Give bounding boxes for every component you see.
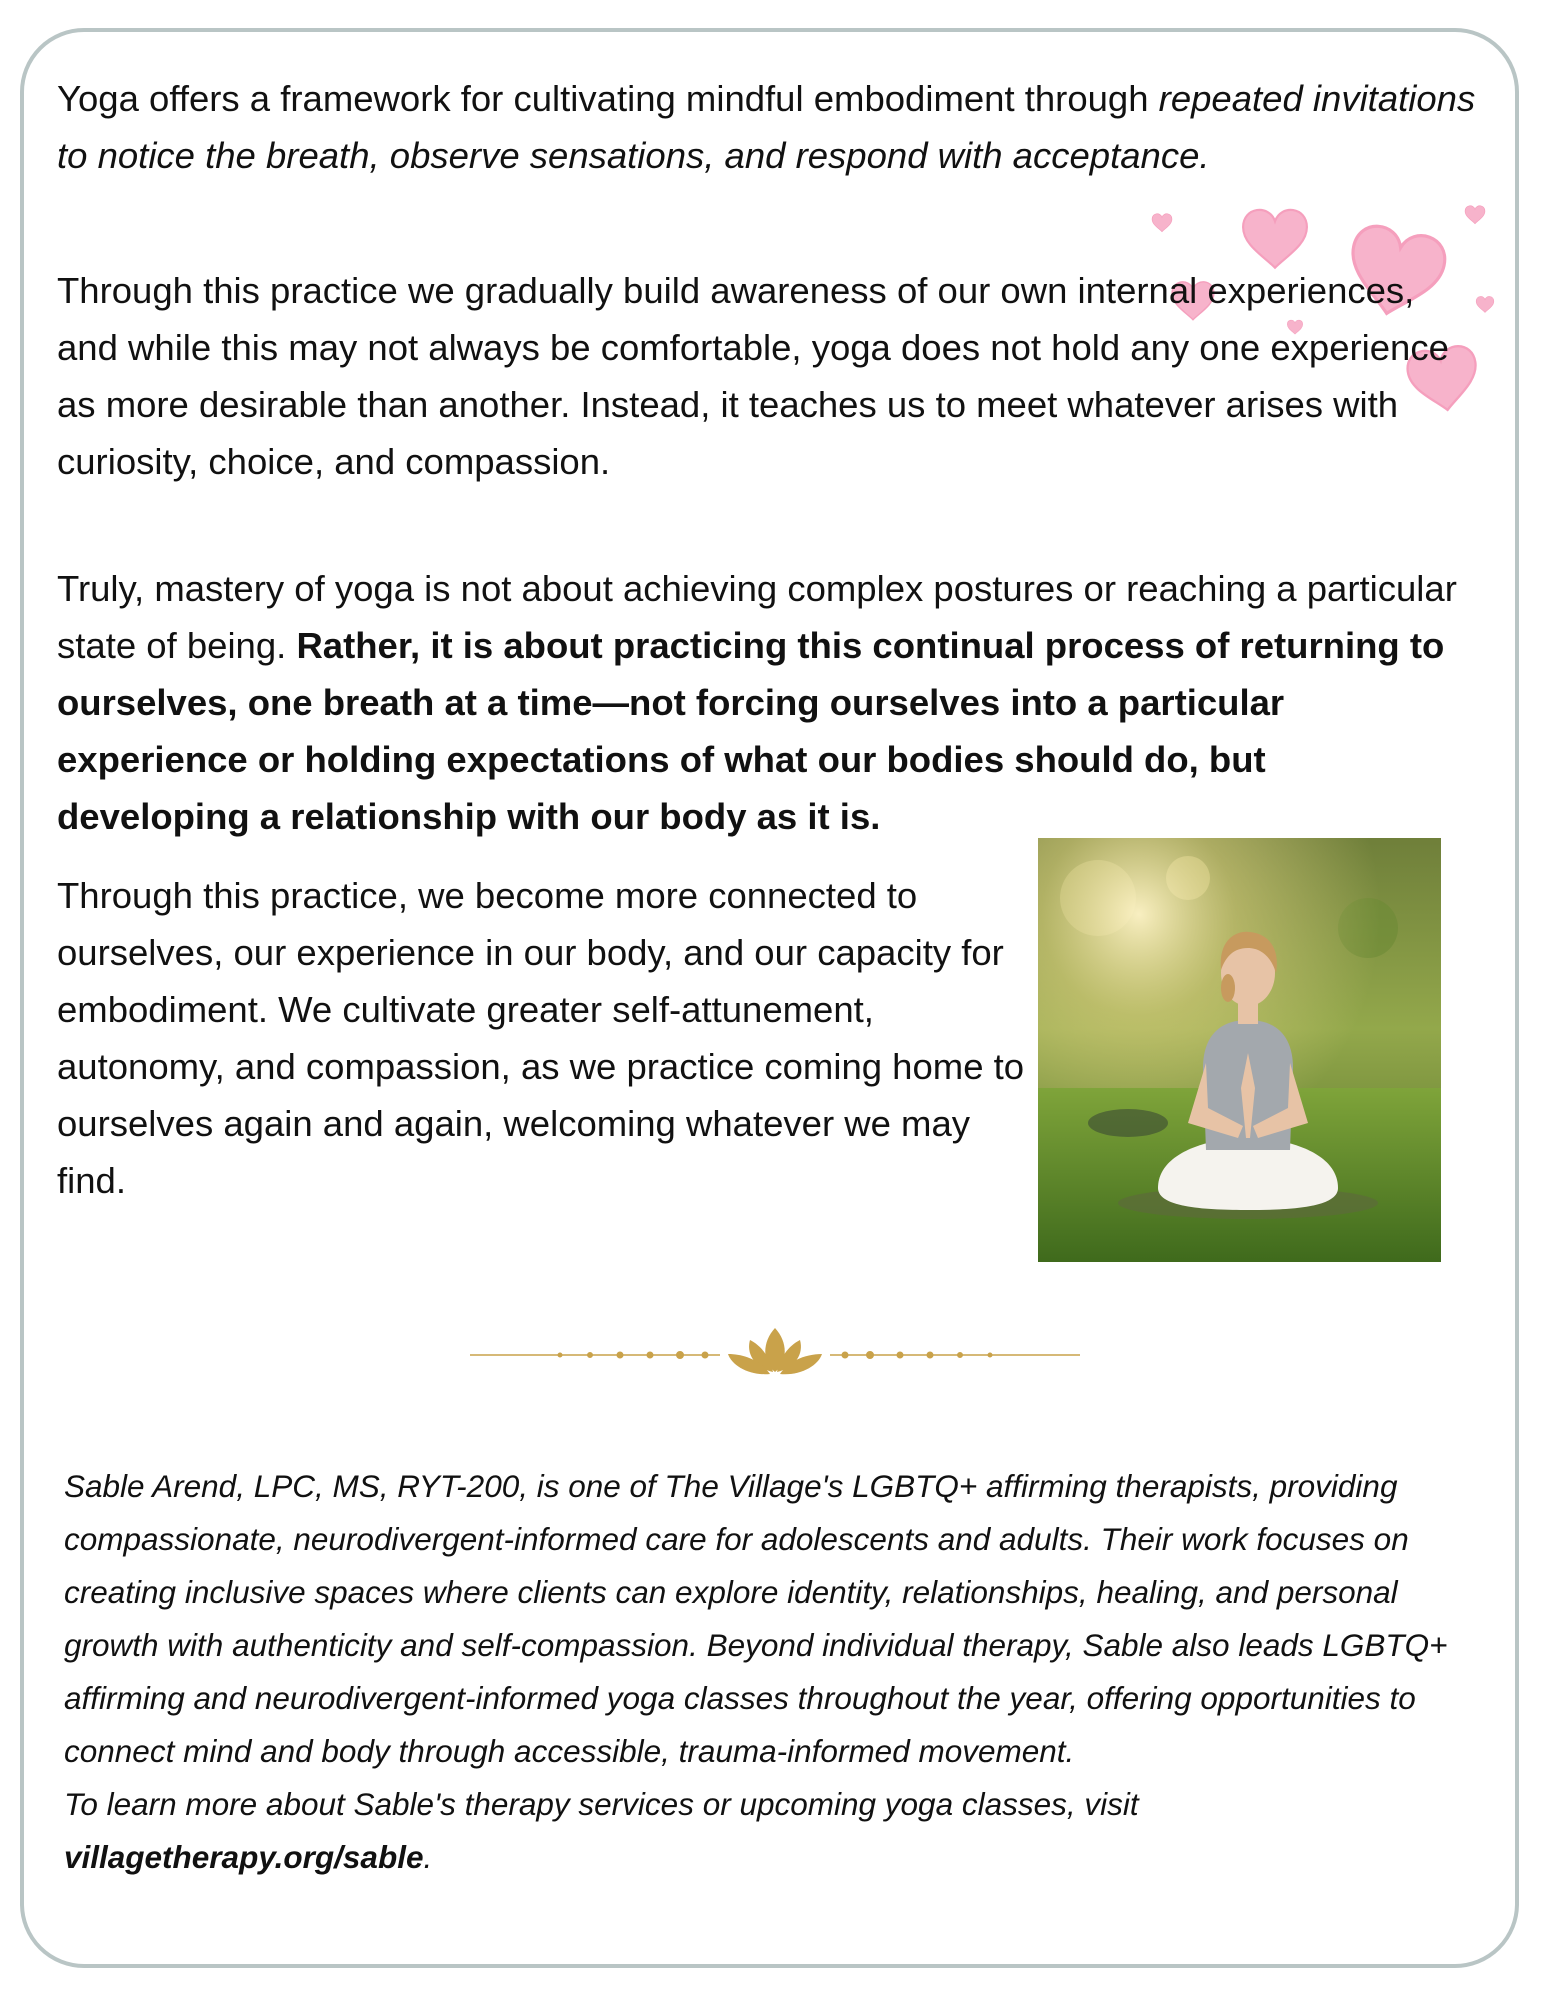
- intro-paragraph: [57, 70, 1477, 184]
- intro-text: Yoga offers a framework for cultivating mindful embodiment through: [57, 78, 1159, 119]
- mastery-text: Truly, mastery of yoga is not about achieving complex postures or reaching a particular state of being.: [57, 568, 1457, 666]
- bio-text: Sable Arend, LPC, MS, RYT-200, is one of The Village's LGBTQ+ affirming therapists, providing compassionate, neurodivergent-informed care for adolescents and adults. Their work focuses on creating inclusive spaces where clients can explore identity, relationships, healing, and personal growth with authenticity and self-compassion. Beyond individual therapy, Sable also leads LGBTQ+ affirming and neurodivergent-informed yoga classes throughout the year, offering opportunities to connect mind and body through accessible, trauma-informed movement.: [64, 1468, 1448, 1769]
- bio-period: .: [423, 1839, 433, 1875]
- intro-italic-text: repeated invitations to notice the breath, observe sensations, and respond with acceptance.: [57, 78, 1476, 176]
- meditating-woman-photo: [1038, 838, 1441, 1262]
- website-link[interactable]: villagetherapy.org/sable: [64, 1839, 424, 1875]
- mastery-paragraph: [57, 560, 1467, 845]
- mastery-bold-text: Rather, it is about practicing this continual process of returning to ourselves, one breath at a time—not forcing ourselves into a particular experience or holding expectations of what our bodies should do, but developing a relationship with our body as it is.: [57, 625, 1445, 837]
- author-bio: [64, 1460, 1484, 1884]
- awareness-paragraph: Through this practice we gradually build awareness of our own internal experiences, and while this may not always be comfortable, yoga does not hold any one experience as more desirable than another. Instead, it teaches us to meet whatever arises with curiosity, choice, and compassion.: [57, 270, 1449, 482]
- connection-paragraph: Through this practice, we become more connected to ourselves, our experience in our body, and our capacity for embodiment. We cultivate greater self-attunement, autonomy, and compassion, as we practice coming home to ourselves again and again, welcoming whatever we may find.: [57, 875, 1025, 1201]
- lotus-divider-icon: [470, 1322, 1080, 1382]
- bio-cta-text: To learn more about Sable's therapy services or upcoming yoga classes, visit: [64, 1786, 1139, 1822]
